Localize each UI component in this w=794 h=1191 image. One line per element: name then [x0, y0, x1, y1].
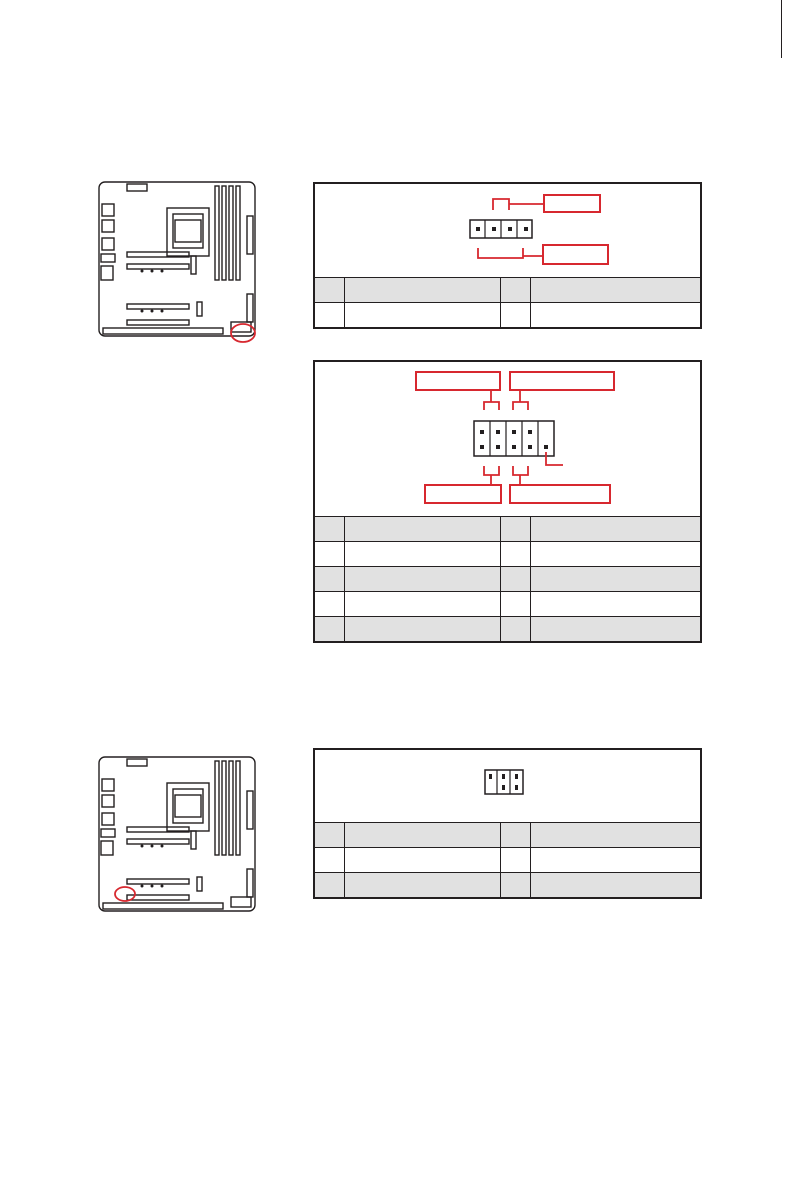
- pin-number-cell: [315, 542, 344, 567]
- pin-label-box-upper-right: [509, 371, 615, 391]
- signal-name-cell: [344, 567, 500, 592]
- pin-number-cell: [500, 617, 530, 642]
- pin-number-cell: [315, 848, 344, 873]
- pin-label-box-upper-left: [415, 371, 501, 391]
- four-pin-header-panel: [313, 182, 702, 329]
- pin-label-box-lower-right: [509, 484, 611, 504]
- pin-number-cell: [315, 517, 344, 542]
- pin-definition-table: [315, 277, 700, 327]
- signal-name-cell: [530, 823, 700, 848]
- table-row: [315, 848, 700, 873]
- table-row: [315, 278, 700, 303]
- signal-name-cell: [530, 278, 700, 303]
- signal-name-cell: [344, 542, 500, 567]
- signal-name-cell: [344, 517, 500, 542]
- table-row: [315, 542, 700, 567]
- ten-pin-header-panel: [313, 360, 702, 643]
- pin-number-cell: [500, 567, 530, 592]
- signal-name-cell: [344, 303, 500, 328]
- pin-number-cell: [315, 303, 344, 328]
- table-row: [315, 873, 700, 898]
- signal-name-cell: [530, 617, 700, 642]
- signal-name-cell: [344, 848, 500, 873]
- pin-number-cell: [315, 567, 344, 592]
- signal-name-cell: [344, 592, 500, 617]
- signal-name-cell: [530, 592, 700, 617]
- pin-number-cell: [315, 873, 344, 898]
- motherboard-diagram-top: [97, 180, 262, 345]
- motherboard-diagram-bottom: [97, 755, 262, 920]
- table-row: [315, 823, 700, 848]
- signal-name-cell: [344, 617, 500, 642]
- table-row: [315, 303, 700, 328]
- table-row: [315, 617, 700, 642]
- table-row: [315, 592, 700, 617]
- pin-number-cell: [315, 823, 344, 848]
- pin-number-cell: [500, 848, 530, 873]
- table-row: [315, 567, 700, 592]
- signal-name-cell: [344, 823, 500, 848]
- pin-number-cell: [500, 823, 530, 848]
- page-edge-line: [781, 0, 782, 58]
- signal-name-cell: [530, 542, 700, 567]
- pin-label-box-lower-left: [424, 484, 502, 504]
- three-pin-connector-diagram: [315, 750, 700, 826]
- pin-number-cell: [500, 303, 530, 328]
- signal-name-cell: [530, 848, 700, 873]
- pin-definition-table: [315, 822, 700, 897]
- pin-label-box-top: [543, 194, 601, 213]
- table-row: [315, 517, 700, 542]
- four-pin-connector-diagram: [315, 184, 700, 276]
- pin-number-cell: [500, 873, 530, 898]
- signal-name-cell: [344, 873, 500, 898]
- pin-number-cell: [315, 592, 344, 617]
- pin-definition-table: [315, 516, 700, 641]
- pin-number-cell: [315, 617, 344, 642]
- pin-number-cell: [500, 517, 530, 542]
- pin-label-box-bottom: [542, 244, 609, 265]
- signal-name-cell: [530, 303, 700, 328]
- signal-name-cell: [344, 278, 500, 303]
- pin-number-cell: [315, 278, 344, 303]
- ten-pin-connector-diagram: [315, 362, 700, 514]
- pin-number-cell: [500, 278, 530, 303]
- pin-number-cell: [500, 542, 530, 567]
- signal-name-cell: [530, 517, 700, 542]
- signal-name-cell: [530, 873, 700, 898]
- three-pin-header-panel: [313, 748, 702, 899]
- pin-number-cell: [500, 592, 530, 617]
- signal-name-cell: [530, 567, 700, 592]
